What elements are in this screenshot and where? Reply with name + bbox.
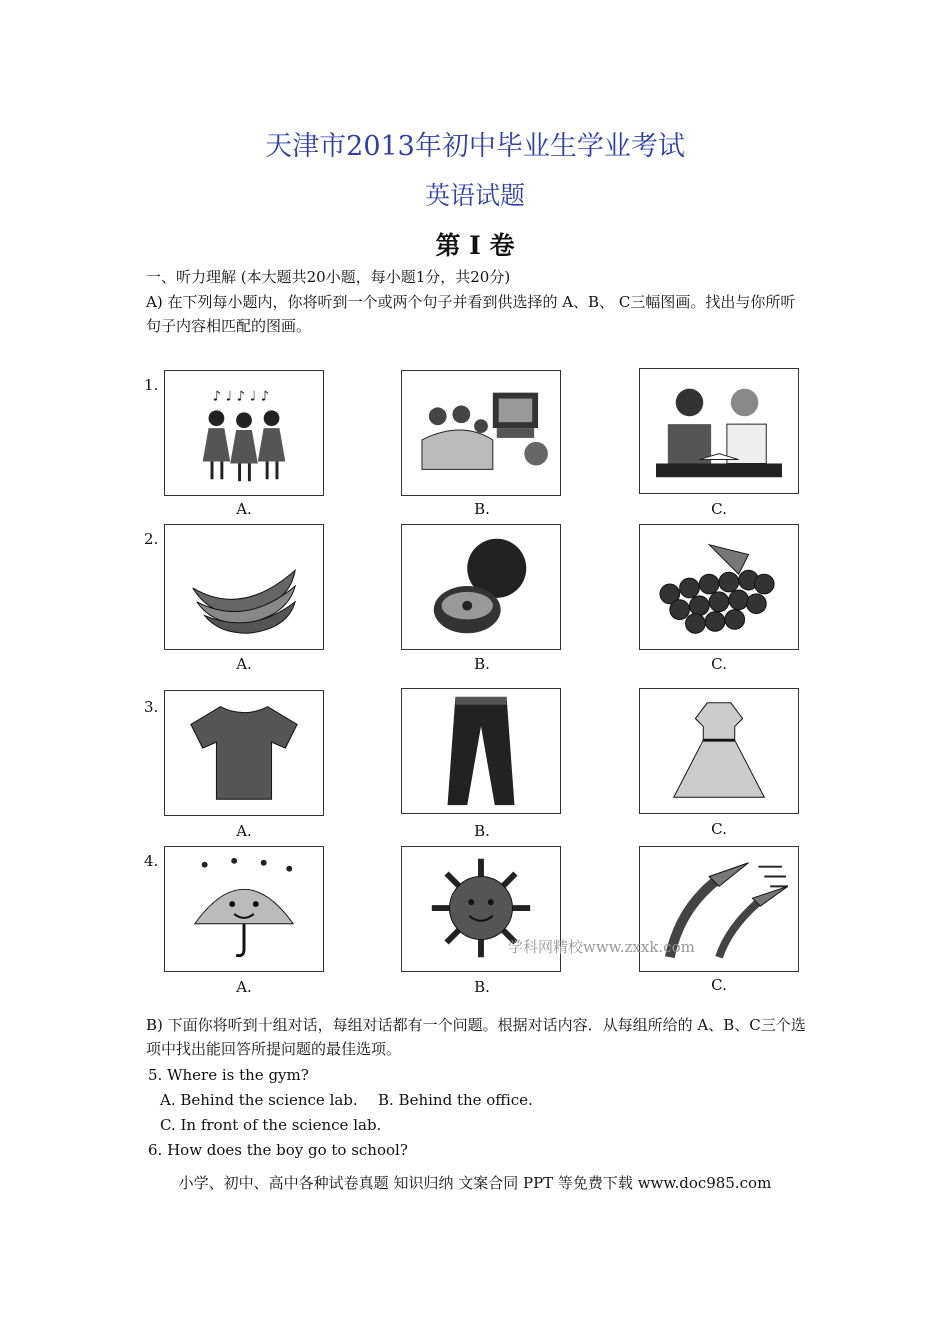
q5-option-c: C. In front of the science lab. (160, 1116, 382, 1134)
footer-text: 小学、初中、高中各种试卷真题 知识归纳 文案合同 PPT 等免费下载 www.doc985.com (178, 1174, 772, 1192)
option-label-c: C. (711, 820, 727, 838)
option-label-a: A. (236, 978, 252, 996)
bananas-icon (164, 524, 324, 650)
option-label-a: A. (236, 655, 252, 673)
tomatoes-icon (401, 524, 561, 650)
students-reading-icon (639, 368, 799, 494)
jeans-icon (401, 688, 561, 814)
option-label-b: B. (474, 655, 490, 673)
question-number: 1. (144, 376, 159, 394)
question-6: 6. How does the boy go to school? (148, 1141, 408, 1159)
exam-subject: 英语试题 (424, 181, 525, 210)
option-label-b: B. (474, 978, 490, 996)
option-label-b: B. (474, 822, 490, 840)
question-5: 5. Where is the gym? (148, 1066, 309, 1084)
option-label-b: B. (474, 500, 490, 518)
option-label-c: C. (711, 655, 727, 673)
option-label-a: A. (236, 822, 252, 840)
part-a-instruction: A) 在下列每小题内，你将听到一个或两个句子并看到供选择的 A、B、 C三幅图画。找出与你所听句子内容相匹配的图画。 (146, 293, 796, 335)
option-label-a: A. (236, 500, 252, 518)
question-number: 2. (144, 530, 159, 548)
dress-icon (639, 688, 799, 814)
part-b-instruction: B) 下面你将听到十组对话，每组对话都有一个问题。根据对话内容．从每组所给的 A、B、C三个选项中找出能回答所提问题的最佳选项。 (146, 1016, 806, 1058)
question-number: 4. (144, 852, 159, 870)
grapes-icon (639, 524, 799, 650)
volume-heading: 第 I 卷 (435, 231, 515, 260)
q5-option-b: B. Behind the office. (378, 1091, 533, 1109)
children-singing-icon (164, 370, 324, 496)
family-watching-tv-icon (401, 370, 561, 496)
question-number: 3. (144, 698, 159, 716)
option-label-c: C. (711, 976, 727, 994)
exam-title: 天津市2013年初中毕业生学业考试 (265, 131, 685, 162)
svg-text:♪ ♩ ♪ ♩ ♪: ♪ ♩ ♪ ♩ ♪ (212, 388, 270, 405)
t-shirt-icon (164, 690, 324, 816)
q5-option-a: A. Behind the science lab. (160, 1091, 358, 1109)
option-label-c: C. (711, 500, 727, 518)
section-heading: 一、听力理解 (本大题共20小题，每小题1分，共20分) (146, 268, 511, 286)
watermark: 学科网精校www.zxxk.com (508, 938, 695, 956)
rainy-umbrella-icon (164, 846, 324, 972)
